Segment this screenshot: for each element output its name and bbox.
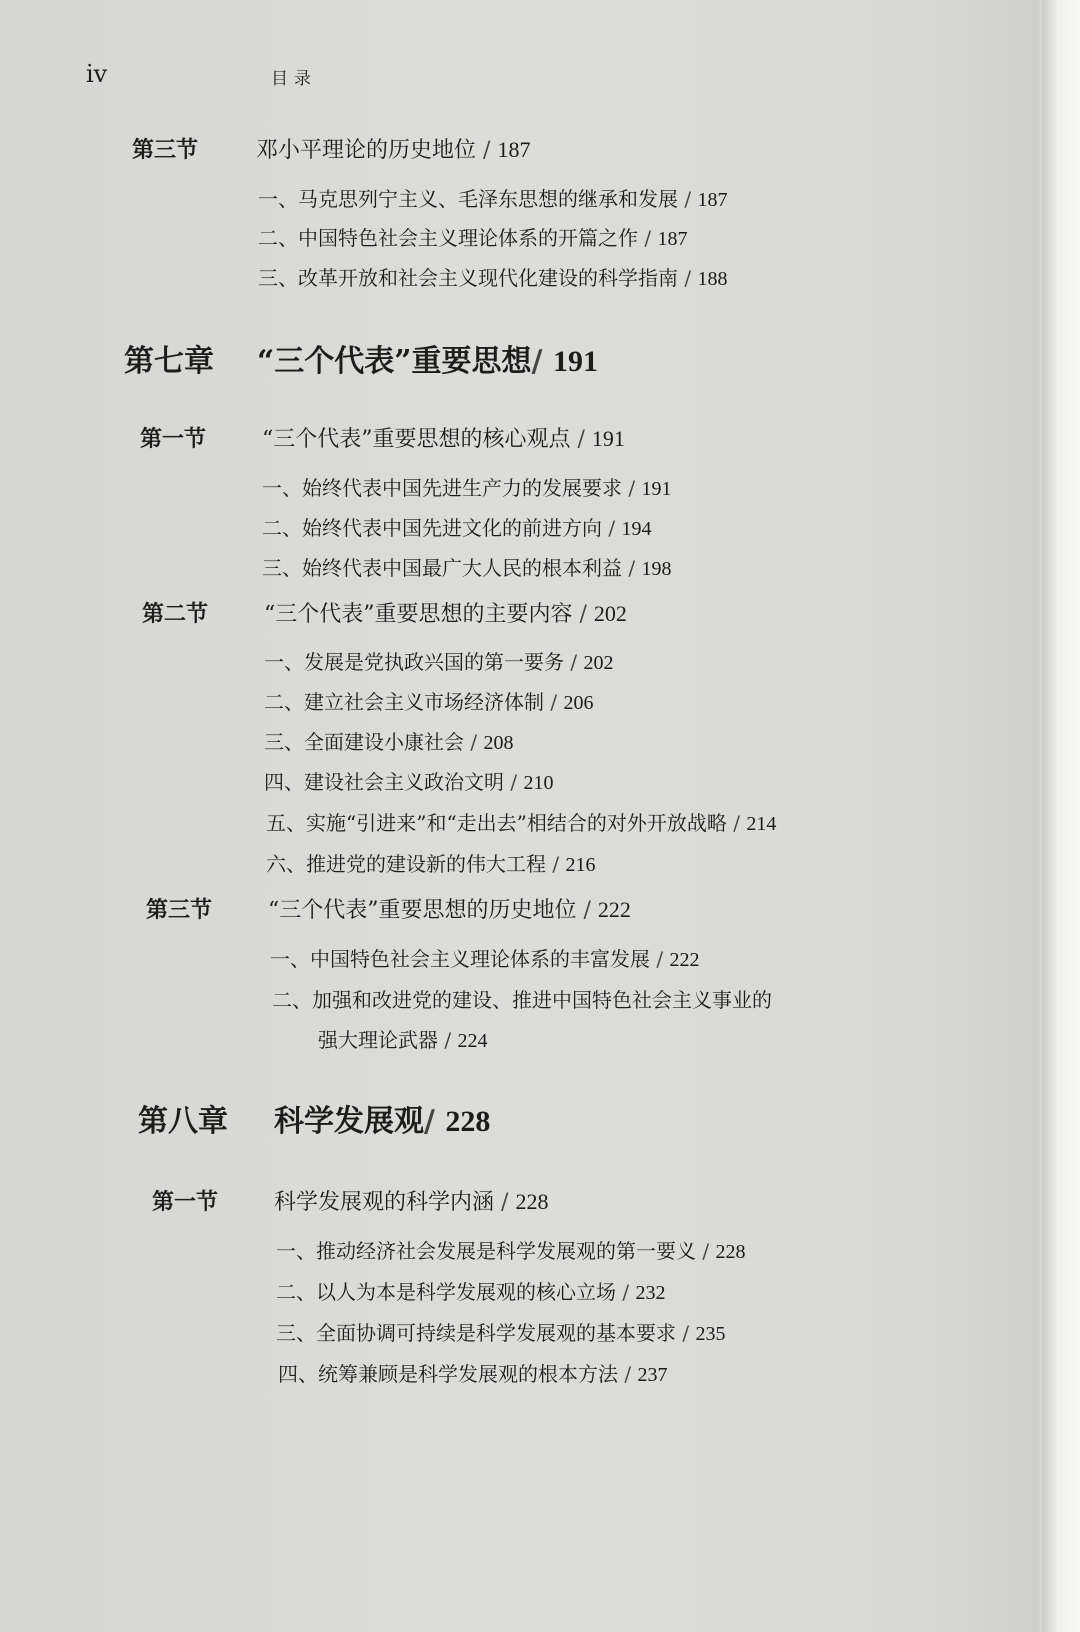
item-text: 三、全面建设小康社会 (264, 730, 464, 754)
section-title-line (264, 597, 627, 628)
page-ref: 208 (483, 732, 514, 754)
item-text: 一、中国特色社会主义理论体系的丰富发展 (270, 947, 650, 971)
separator: / (628, 476, 636, 500)
item-text: 二、建立社会主义市场经济体制 (264, 690, 544, 714)
section-title: 科学发展观的科学内涵 (274, 1190, 495, 1215)
item-text: 四、建设社会主义政治文明 (264, 770, 504, 794)
page-ref: 210 (523, 772, 554, 794)
toc-item[interactable] (276, 1317, 725, 1346)
toc-item[interactable] (262, 552, 671, 581)
page-ref: 235 (695, 1323, 726, 1345)
separator: / (622, 1280, 630, 1304)
page-ref: 187 (697, 189, 728, 211)
page-number: iv (86, 60, 108, 88)
item-text: 三、始终代表中国最广大人民的根本利益 (262, 556, 622, 580)
page-ref: 216 (565, 854, 596, 876)
separator: / (552, 852, 560, 876)
page-ref: 187 (657, 228, 688, 250)
item-text: 一、推动经济社会发展是科学发展观的第一要义 (276, 1239, 696, 1263)
item-text: 一、马克思列宁主义、毛泽东思想的继承和发展 (258, 187, 678, 211)
chapter-title: 科学发展观 (274, 1104, 424, 1139)
toc-item[interactable] (264, 726, 513, 755)
toc-item[interactable] (276, 1276, 665, 1305)
section-title: 邓小平理论的历史地位 (256, 138, 477, 163)
separator: / (501, 1190, 509, 1215)
separator: / (470, 730, 478, 754)
separator: / (684, 187, 692, 211)
section-label: 第三节 (146, 897, 213, 923)
page-ref: 191 (641, 478, 672, 500)
page-ref: 194 (621, 518, 652, 540)
separator: / (577, 427, 585, 452)
page-ref: 214 (746, 813, 777, 835)
separator: / (682, 1321, 690, 1345)
page-ref: 187 (497, 137, 531, 162)
toc-item[interactable] (258, 183, 727, 212)
separator: / (444, 1028, 452, 1052)
toc-item[interactable] (278, 1358, 667, 1387)
toc-item[interactable] (266, 848, 595, 877)
page-ref: 202 (583, 652, 614, 674)
toc-item[interactable] (272, 984, 772, 1013)
item-text: 六、推进党的建设新的伟大工程 (266, 852, 546, 876)
item-text: 三、改革开放和社会主义现代化建设的科学指南 (258, 266, 678, 290)
section-title: “三个代表”重要思想的核心观点 (262, 427, 571, 452)
separator: / (510, 770, 518, 794)
page-ref: 224 (457, 1030, 488, 1052)
separator: / (608, 516, 616, 540)
separator: / (624, 1362, 632, 1386)
chapter-label: 第七章 (124, 344, 214, 379)
page-ref: 206 (563, 692, 594, 714)
section-label: 第一节 (140, 426, 207, 452)
separator: / (570, 650, 578, 674)
page-ref: 228 (715, 1241, 746, 1263)
separator: / (550, 690, 558, 714)
toc-item[interactable] (266, 807, 776, 836)
page-ref: 232 (635, 1282, 666, 1304)
section-label: 第一节 (152, 1189, 219, 1215)
page-ref: 191 (591, 426, 625, 451)
section-title-line (268, 893, 631, 924)
item-text: 二、以人为本是科学发展观的核心立场 (276, 1280, 616, 1304)
item-text: 三、全面协调可持续是科学发展观的基本要求 (276, 1321, 676, 1345)
page-ref: 222 (669, 949, 700, 971)
separator: / (483, 138, 491, 163)
section-label: 第三节 (132, 137, 199, 163)
toc-item[interactable] (318, 1024, 487, 1053)
page-ref: 228 (445, 1105, 491, 1138)
section-title-line (274, 1185, 548, 1216)
separator: / (583, 898, 591, 923)
item-text: 二、中国特色社会主义理论体系的开篇之作 (258, 226, 638, 250)
page-ref: 198 (641, 558, 672, 580)
toc-item[interactable] (276, 1235, 745, 1264)
item-text: 二、加强和改进党的建设、推进中国特色社会主义事业的 (272, 988, 772, 1012)
page-ref: 228 (515, 1189, 549, 1214)
page-ref: 237 (637, 1364, 668, 1386)
section-title: “三个代表”重要思想的主要内容 (264, 602, 573, 627)
running-title: 目录 (271, 69, 317, 89)
item-text: 四、统筹兼顾是科学发展观的根本方法 (278, 1362, 618, 1386)
section-title-line (256, 133, 530, 164)
item-text: 二、始终代表中国先进文化的前进方向 (262, 516, 602, 540)
page-ref: 191 (552, 345, 598, 378)
separator: / (579, 602, 587, 627)
toc-item[interactable] (264, 686, 593, 715)
toc-item[interactable] (264, 766, 553, 795)
item-text: 一、发展是党执政兴国的第一要务 (264, 650, 564, 674)
toc-item[interactable] (258, 262, 727, 291)
item-text: 五、实施“引进来”和“走出去”相结合的对外开放战略 (266, 811, 727, 835)
chapter-label: 第八章 (138, 1104, 228, 1139)
separator: / (424, 1104, 435, 1139)
chapter-title-line (274, 1096, 490, 1140)
separator: / (628, 556, 636, 580)
chapter-title: “三个代表”重要思想 (257, 344, 532, 379)
toc-item[interactable] (262, 512, 651, 541)
toc-item[interactable] (264, 646, 613, 675)
separator: / (684, 266, 692, 290)
chapter-title-line (257, 336, 598, 380)
separator: / (656, 947, 664, 971)
toc-item[interactable] (270, 943, 699, 972)
page-ref: 222 (597, 897, 631, 922)
section-title-line (262, 422, 625, 453)
section-title: “三个代表”重要思想的历史地位 (268, 898, 577, 923)
separator: / (702, 1239, 710, 1263)
separator: / (644, 226, 652, 250)
item-text: 一、始终代表中国先进生产力的发展要求 (262, 476, 622, 500)
separator: / (531, 344, 543, 379)
toc-item[interactable] (262, 472, 671, 501)
item-text: 强大理论武器 (318, 1028, 438, 1052)
page-ref: 188 (697, 268, 728, 290)
separator: / (733, 811, 741, 835)
page-ref: 202 (593, 601, 627, 626)
toc-item[interactable] (258, 222, 687, 251)
section-label: 第二节 (142, 601, 209, 627)
